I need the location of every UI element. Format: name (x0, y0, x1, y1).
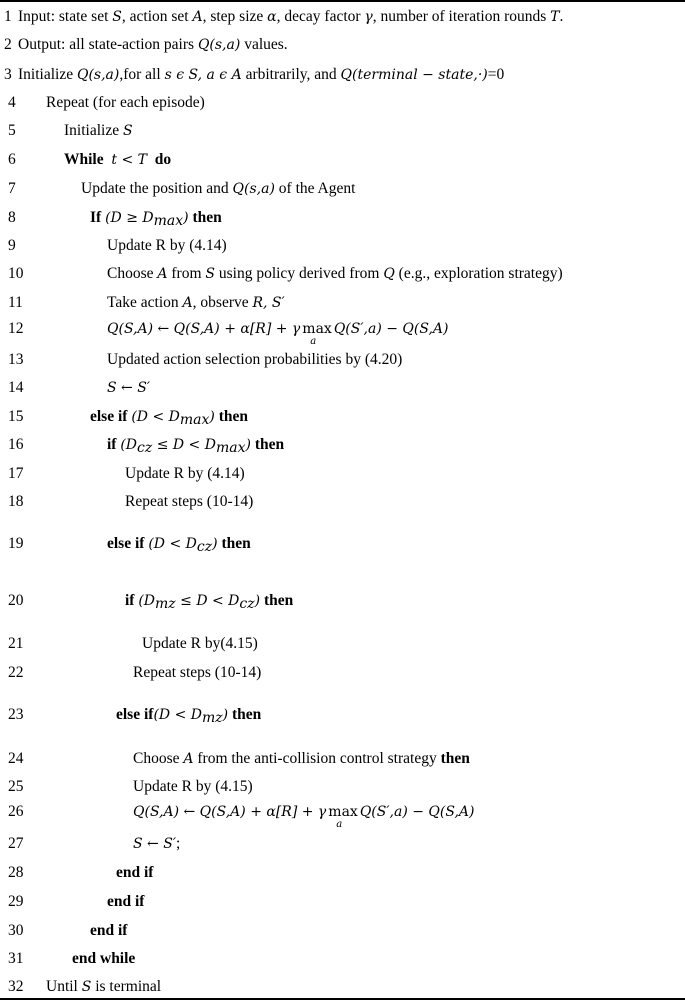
line-number: 28 (8, 864, 24, 881)
line-number: 27 (8, 835, 24, 852)
line-number: 29 (8, 893, 24, 910)
line-number: 21 (8, 635, 24, 652)
line-number: 19 (8, 535, 24, 552)
line-number: 3 (4, 66, 12, 83)
line-number: 14 (8, 379, 24, 396)
line-number: 12 (8, 320, 24, 337)
line-number: 16 (8, 436, 24, 453)
line-number: 22 (8, 664, 24, 681)
line-number: 9 (8, 237, 16, 254)
line-number: 20 (8, 592, 24, 609)
line-number: 11 (8, 294, 23, 311)
line-number: 6 (8, 151, 16, 168)
max-operator: max a (302, 321, 332, 347)
line-number: 4 (8, 94, 16, 111)
max-operator: max a (328, 804, 358, 830)
line-number: 17 (8, 465, 24, 482)
line-number: 24 (8, 750, 24, 767)
top-rule (0, 0, 685, 2)
line-number: 13 (8, 351, 24, 368)
line-number: 8 (8, 209, 16, 226)
line-number: 2 (4, 36, 12, 53)
line-number: 25 (8, 778, 24, 795)
line-number: 23 (8, 706, 24, 723)
line-number: 7 (8, 180, 16, 197)
line-number: 31 (8, 950, 24, 967)
line-number: 15 (8, 408, 24, 425)
line-number: 32 (8, 978, 24, 995)
line-number: 30 (8, 922, 24, 939)
bottom-rule (0, 998, 685, 1000)
line-number: 5 (8, 122, 16, 139)
line-number: 18 (8, 493, 24, 510)
line-number: 1 (4, 8, 12, 25)
line-number: 10 (8, 265, 24, 282)
line-number: 26 (8, 803, 24, 820)
